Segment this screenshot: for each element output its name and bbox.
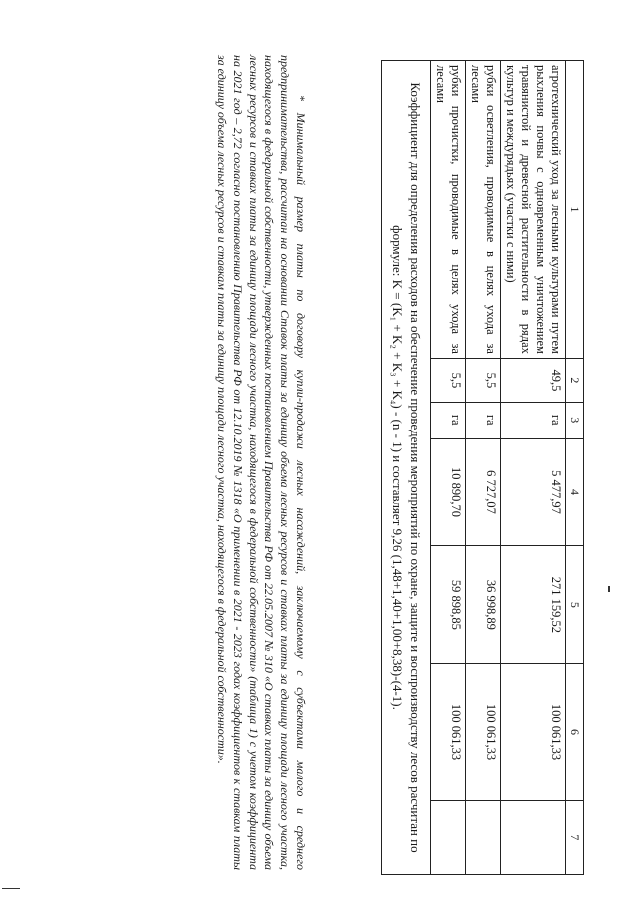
cost-table [381,60,584,875]
activity-rate: 6 727,07 [466,438,501,546]
header-col-5: 5 [566,546,584,664]
activity-quantity: 49,5 [501,358,566,402]
activity-name: рубки осветления, проводимые в целях ухода за лесами [466,61,501,359]
footnote-text: * Минимальный размер платы по договору купли-продажи лесных насаждений, заключаемому с субъектами малого и среднего предпринимательства, рассчитан на основании Ставок платы за единицу объема лесных ресурсов и ставках платы за единицу площади лесного участка, находящегося в федеральной собственности, утвержденных постановлением Правительства РФ от 22.05.2007 № 310 «О ставках платы за единицу объема лесных ресурсов и ставках платы за единицу площади лесного участка, находящегося в федеральной собственности» (таблица 1) с учетом коэффициента на 2021 год – 2,72 согласно постановлению Правительства РФ от 12.10.2019 № 1318 «О применении в 2021 - 2023 годах коэффициентов к ставкам платы за единицу объема лесных ресурсов и ставкам платы за единицу площади лесного участка, находящегося в федеральной собственности». [214,55,308,870]
activity-name: агротехнический уход за лесными культурами путем рыхления почвы с одновременным уничтожением травянистой и древесной растительности в рядах культур и междурядьях (участки с ними) [501,61,566,359]
header-col-7: 7 [566,800,584,874]
activity-unit: га [466,402,501,438]
table-row [431,61,466,875]
coefficient-text: Коэффициент для определения расходов на обеспечение проведения мероприятий по охране, защите и воспроизводству лесов расчитан по формуле: K = (K₁ + K₂ + K₃ + K₄) - (n - 1) и составляет 9,26 (1,48+1,40+1,00+8,38)-(4-1). [381,61,430,875]
activity-cost: 36 998,89 [466,546,501,664]
activity-extra [466,800,501,874]
header-col-1: 1 [566,61,584,359]
activity-unit: га [431,402,466,438]
scan-mark [608,586,610,592]
activity-total: 100 061,33 [501,664,566,800]
coefficient-row [381,61,430,875]
activity-extra [501,800,566,874]
activity-extra [431,800,466,874]
activity-total: 100 061,33 [431,664,466,800]
activity-quantity: 5,5 [466,358,501,402]
activity-cost: 59 898,85 [431,546,466,664]
table-row [466,61,501,875]
table-row [501,61,566,875]
activity-rate: 5 477,97 [501,438,566,546]
header-col-4: 4 [566,438,584,546]
scan-mark [2,888,20,889]
activity-name: рубки прочистки, проводимые в целях ухода за лесами [431,61,466,359]
header-col-3: 3 [566,402,584,438]
activity-unit: га [501,402,566,438]
footnote [213,55,308,870]
activity-quantity: 5,5 [431,358,466,402]
activity-total: 100 061,33 [466,664,501,800]
column-number-row [566,61,584,875]
activity-cost: 271 159,52 [501,546,566,664]
header-col-6: 6 [566,664,584,800]
activity-rate: 10 890,70 [431,438,466,546]
header-col-2: 2 [566,358,584,402]
